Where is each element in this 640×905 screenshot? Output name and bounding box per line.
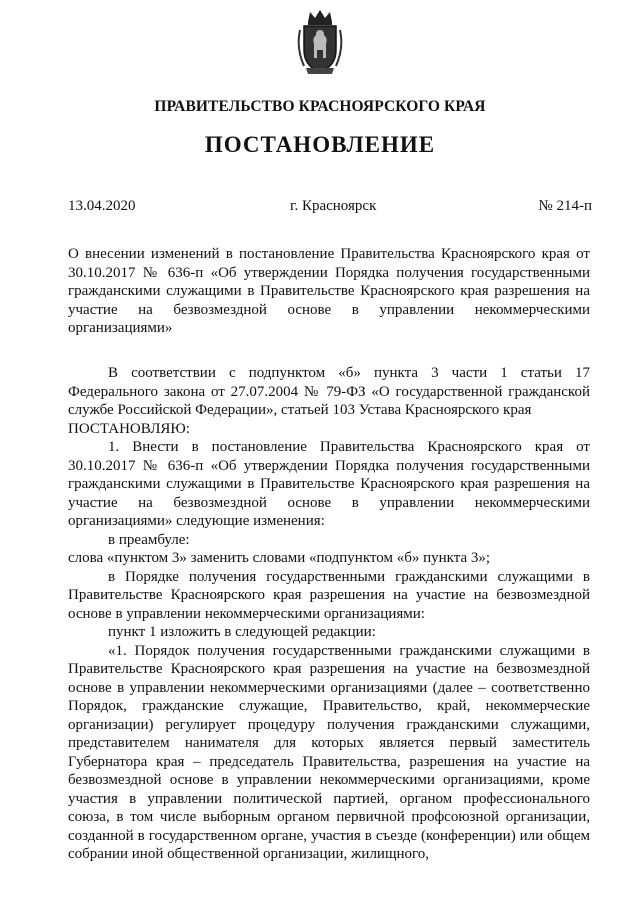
paragraph-new-point-1: «1. Порядок получения государственными гражданскими служащими в Правительстве Красноярского края разрешения на участие на безвозмездной основе в управлении некоммерческими организациями (далее – соответственно Порядок, гражданские служащие, Правительство, край, некоммерческие организации) регулирует процедуру получения гражданскими служащими, представителем нанимателя для которых является первый заместитель Губернатора края – председатель Правительства, разрешения на участие на безвозмездной основе в управлении некоммерческими организациями, кроме участия в управлении политической партией, органом профессионального союза, в том числе выборным органом первичной профсоюзной организации, созданной в государственном органе, участия в съезде (конференции) или общем собрании иной общественной организации, жилищного, — [68, 642, 590, 862]
paragraph-replace-words: слова «пунктом 3» заменить словами «подпунктом «б» пункта 3»; — [68, 550, 491, 566]
coat-of-arms-icon — [296, 8, 344, 76]
resolve-word: ПОСТАНОВЛЯЮ: — [68, 420, 190, 437]
preamble-paragraph: В соответствии с подпунктом «б» пункта 3 части 1 статьи 17 Федерального закона от 27.07.2004 № 79-ФЗ «О государственной гражданской службе Российской Федерации», статьей 103 Устава Красноярского края — [68, 365, 590, 418]
paragraph-item-1: 1. Внести в постановление Правительства Красноярского края от 30.10.2017 № 636-п «Об утверждении Порядка получения государственными гражданскими служащими в Правительстве Красноярского края разрешения на участие на безвозмездной основе в управлении некоммерческими организациями» следующие изменения: — [68, 439, 590, 529]
document-title: О внесении изменений в постановление Правительства Красноярского края от 30.10.2017 № 636-п «Об утверждении Порядка получения государственными гражданскими служащими в Правительстве Красноярского края разрешения на участие на безвозмездной основе в управлении некоммерческими организациями» — [68, 246, 590, 336]
document-number: № 214-п — [538, 198, 592, 214]
government-name: ПРАВИТЕЛЬСТВО КРАСНОЯРСКОГО КРАЯ — [154, 98, 486, 115]
paragraph-procedure: в Порядке получения государственными гражданскими служащими в Правительстве Красноярского края разрешения на участие на безвозмездной основе в управлении некоммерческими организациями: — [68, 568, 590, 622]
document-body — [68, 364, 590, 864]
document-city: г. Красноярск — [290, 198, 377, 214]
paragraph-preamble-label: в преамбуле: — [108, 531, 190, 548]
document-type: ПОСТАНОВЛЕНИЕ — [204, 132, 436, 157]
document-date: 13.04.2020 — [68, 198, 136, 214]
document-meta-row — [68, 198, 592, 218]
paragraph-point-1-label: пункт 1 изложить в следующей редакции: — [108, 624, 376, 640]
